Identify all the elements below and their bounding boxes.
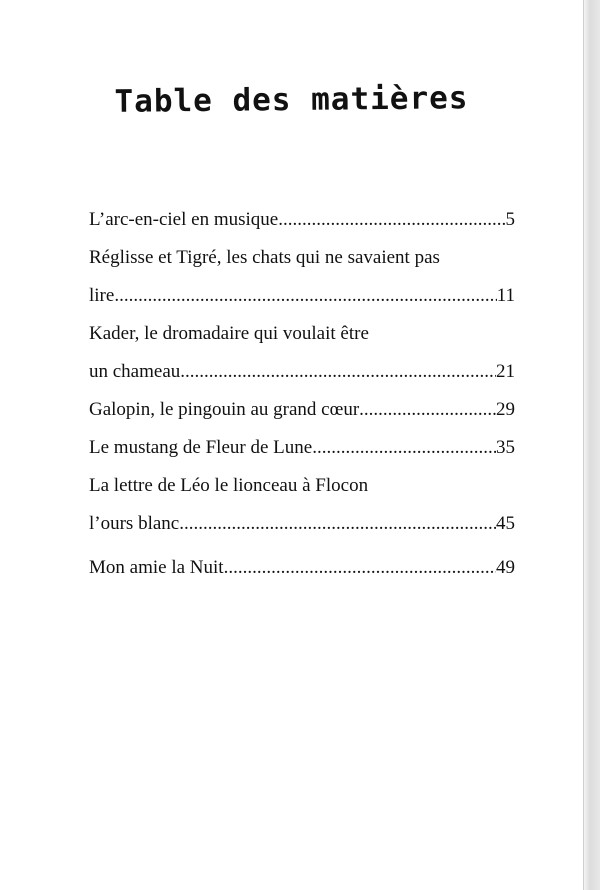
toc-entry-title: l’ours blanc bbox=[89, 513, 180, 534]
toc-leader-dots bbox=[180, 353, 496, 391]
toc-entry-7 bbox=[89, 549, 515, 587]
toc-entry-6 bbox=[89, 505, 515, 543]
toc-entry-2 bbox=[89, 277, 515, 315]
toc-entry-title: L’arc-en-ciel en musique bbox=[89, 209, 279, 230]
toc-page-number: 21 bbox=[496, 361, 515, 382]
toc-page-number: 29 bbox=[496, 399, 515, 420]
toc-entry-5 bbox=[89, 429, 515, 467]
toc-entry-title: un chameau bbox=[89, 361, 181, 382]
toc-page-number: 49 bbox=[496, 557, 515, 578]
toc-entry-3-line-1: Kader, le dromadaire qui voulait être bbox=[89, 323, 369, 344]
toc-leader-dots bbox=[179, 505, 496, 543]
page-edge-shadow bbox=[583, 0, 600, 890]
toc-page-number: 45 bbox=[496, 513, 515, 534]
toc-leader-dots bbox=[312, 429, 496, 467]
toc-page-number: 5 bbox=[505, 209, 515, 230]
toc-leader-dots bbox=[114, 277, 496, 315]
toc-page-number: 11 bbox=[496, 285, 515, 306]
toc-entry-title: Le mustang de Fleur de Lune bbox=[89, 437, 313, 458]
toc-page-number: 35 bbox=[496, 437, 515, 458]
toc-entry-title: lire bbox=[89, 285, 115, 306]
toc-entry-4 bbox=[89, 391, 515, 429]
table-of-contents bbox=[89, 201, 515, 587]
toc-leader-dots bbox=[278, 201, 505, 239]
toc-entry-2-line-1: Réglisse et Tigré, les chats qui ne savaient pas bbox=[89, 247, 440, 268]
toc-entry-title: Galopin, le pingouin au grand cœur bbox=[89, 399, 360, 420]
toc-leader-dots bbox=[359, 391, 496, 429]
toc-entry-3 bbox=[89, 353, 515, 391]
toc-entry-title: Mon amie la Nuit bbox=[89, 557, 224, 578]
page-title: Table des matières bbox=[114, 80, 469, 120]
toc-leader-dots bbox=[224, 549, 496, 587]
toc-entry-6-line-1: La lettre de Léo le lionceau à Flocon bbox=[89, 475, 369, 496]
toc-entry-1 bbox=[89, 201, 515, 239]
